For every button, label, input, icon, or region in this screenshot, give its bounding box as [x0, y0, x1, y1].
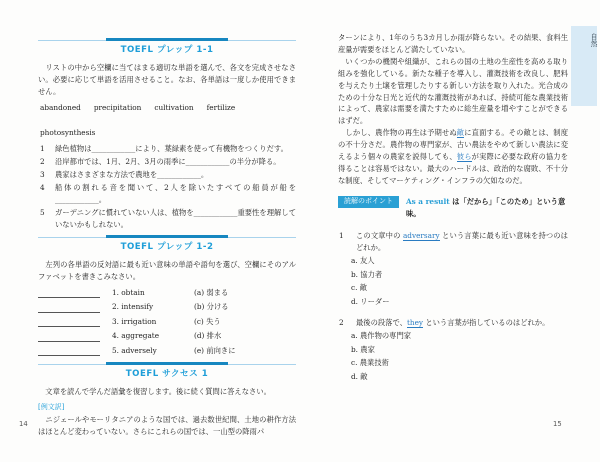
section-header-prep1	[38, 40, 296, 57]
match-choice: (a) 弱まる	[194, 287, 229, 297]
match-choice: (e) 前向きに	[194, 345, 236, 355]
match-word: 2. intensify	[112, 302, 154, 311]
section-header-success1	[38, 364, 296, 381]
section-rule	[38, 40, 296, 41]
prep1-items	[38, 143, 296, 230]
passage-paragraph: ニジェールやモーリタニアのような国では、過去数世紀間、土地の耕作方法はほとんど変わっていない。さらにこれらの国では、一山型の降雨パ	[38, 415, 296, 437]
item-number: 4	[40, 183, 45, 193]
page-number-left: 14	[19, 420, 28, 428]
item-number: 2	[40, 157, 45, 167]
passage-paragraph: しかし、農作物の再生は予期せぬ敵に直面する。その敵とは、制度の不十分さだ。農作物の専門家が、古い農法をやめて新しい農法に変えるよう個々の農家を説得しても、彼らが実際に必要な政府の協力を得ることは容易ではない。最大のハードルは、政治的な腐敗、不十分な制度、そしてマーケティング・インフラの欠如なのだ。	[338, 128, 569, 185]
word-bank-item: abandoned	[40, 102, 81, 112]
question-text: この文章中の adversary という言葉に最も近い意味を持つのはどれか。	[356, 230, 568, 252]
question-2-options	[351, 330, 568, 382]
option: b. 農家	[351, 344, 375, 354]
prep1-instructions: リストの中から空欄に当てはまる適切な単語を選んで、各文を完成させなさい。必要に応じて単語を活用させること。なお、各単語は一度しか使用できません。	[38, 62, 296, 96]
option: a. 友人	[351, 256, 375, 266]
right-page	[338, 32, 568, 384]
question-2	[338, 317, 568, 329]
left-page	[38, 38, 296, 438]
section-title-prep2: TOEFL プレップ 1-2	[120, 241, 214, 252]
item-text: 緑色植物は____________により、葉緑素を使って有機物をつくりだす。	[55, 144, 288, 154]
exercise-item	[38, 207, 296, 231]
item-text: 沿岸都市では、1月、2月、3月の雨季に____________の半分が降る。	[55, 157, 281, 167]
reading-point-badge: 読解のポイント	[338, 196, 399, 209]
match-word: 1. obtain	[112, 287, 145, 297]
match-choice: (b) 分ける	[194, 302, 229, 311]
reading-point	[338, 196, 568, 220]
section-title-success1: TOEFL サクセス 1	[125, 369, 209, 380]
item-number: 1	[40, 144, 45, 154]
question-number: 1	[339, 230, 344, 240]
item-text: 船体の割れる音を聞いて、2人を除いたすべての船員が船を____________。	[55, 183, 296, 205]
item-number: 3	[40, 170, 45, 180]
word-bank-item: fertilize	[206, 102, 236, 112]
section-rule-accent	[106, 362, 228, 365]
section-header-prep2	[38, 237, 296, 254]
section-title-prep1: TOEFL プレップ 1-1	[120, 45, 214, 55]
answer-blank	[38, 303, 100, 313]
question-text: 最後の段落で、they という言葉が指しているのはどれか。	[356, 317, 550, 327]
match-word: 3. irrigation	[112, 316, 157, 326]
word-bank-item: cultivation	[154, 102, 194, 112]
page-number-right: 15	[553, 420, 562, 428]
section-rule	[38, 237, 296, 238]
match-row	[38, 345, 296, 357]
match-row	[38, 287, 296, 299]
passage-paragraph: ターンにより、1年のうち3カ月しか雨が降らない。その結果、食料生産量が需要をほとんど満たしていない。	[338, 33, 568, 54]
exercise-item	[38, 156, 296, 168]
question-1	[338, 230, 568, 254]
exercise-item	[38, 182, 296, 206]
match-row	[38, 316, 296, 328]
word-bank-item: photosynthesis	[40, 127, 96, 137]
word-bank-item: precipitation	[93, 102, 142, 112]
matching-exercise	[38, 287, 296, 357]
match-choice: (c) 失う	[194, 316, 221, 326]
answer-blank	[38, 288, 100, 298]
question-number: 2	[339, 317, 344, 327]
passage-paragraph: いくつかの機関や組織が、これらの国の土地の生産性を高める取り組みを強化している。新たな種子を導入し、灌漑技術を改良し、肥料を与えたり土壌を管理したりする新しい方法を取り入れた。光合成のための十分な日光と近代的な灌漑技術があれば、持続可能な農業技術によって、農家は需要を満たすために総生産量を増やすことができるはずだ。	[338, 56, 568, 126]
match-choice: (d) 排水	[194, 331, 222, 340]
answer-blank	[38, 346, 100, 356]
option: c. 敵	[351, 283, 368, 293]
item-number: 5	[40, 207, 45, 217]
exercise-item	[38, 169, 296, 181]
prep2-instructions: 左列の各単語の反対語に最も近い意味の単語や語句を選び、空欄にそのアルファベットを書きこみなさい。	[38, 259, 296, 281]
match-row	[38, 301, 296, 313]
answer-blank	[38, 317, 100, 327]
chapter-tab-label: 自然	[589, 33, 597, 47]
item-text: 農家はさまざまな方法で農地を____________。	[55, 170, 209, 180]
option: c. 農業技術	[351, 358, 389, 368]
exercise-item	[38, 143, 296, 155]
answer-blank	[38, 332, 100, 342]
option: a. 農作物の専門家	[351, 331, 412, 341]
item-text: ガーデニングに慣れていない人は、植物を____________重要性を理解していないかもしれない。	[55, 207, 296, 229]
section-rule	[38, 364, 296, 365]
match-word: 5. adversely	[112, 345, 157, 355]
option: d. リーダー	[351, 296, 390, 306]
success1-instructions: 文章を読んで学んだ語彙を復習します。後に続く質問に答えなさい。	[38, 387, 271, 397]
question-1-options	[351, 255, 568, 307]
word-bank	[40, 102, 296, 139]
section-rule-accent	[106, 38, 228, 41]
option: b. 協力者	[351, 269, 383, 279]
translation-label: [例文訳]	[38, 403, 65, 412]
reading-point-text: As a result は「だから」「このため」という意味。	[406, 196, 566, 218]
match-row	[38, 330, 296, 342]
option: d. 敵	[351, 371, 368, 381]
chapter-tab	[571, 26, 597, 106]
match-word: 4. aggregate	[112, 331, 160, 340]
section-rule-accent	[106, 235, 228, 238]
